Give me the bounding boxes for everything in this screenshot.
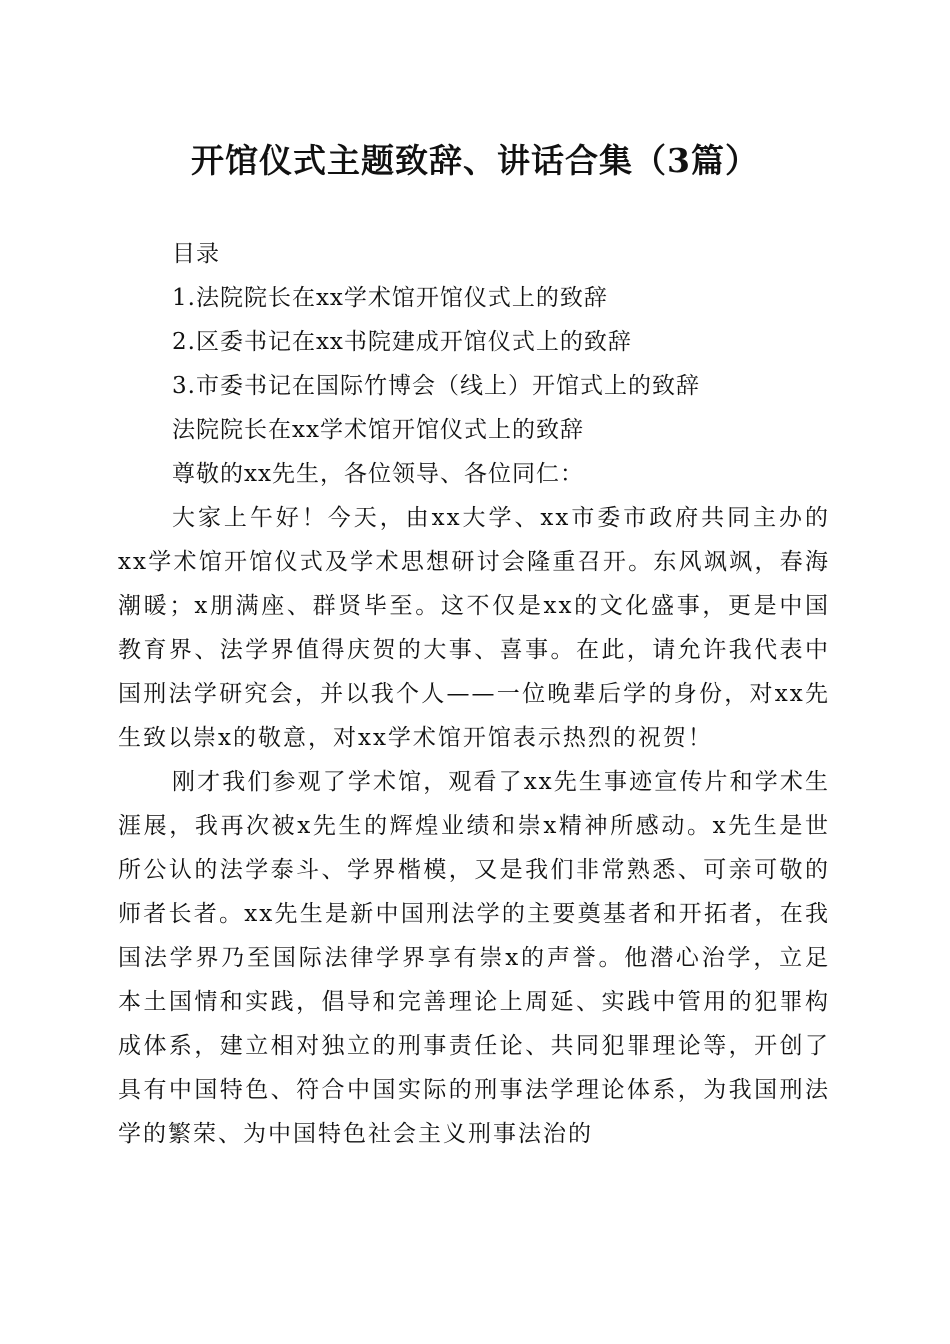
- toc-heading: 目录: [172, 241, 220, 267]
- body-paragraph: 刚才我们参观了学术馆，观看了xx先生事迹宣传片和学术生涯展，我再次被x先生的辉煌业绩和崇x精神所感动。x先生是世所公认的法学泰斗、学界楷模，又是我们非常熟悉、可亲可敬的师者长者。xx先生是新中国刑法学的主要奠基者和开拓者，在我国法学界乃至国际法律学界享有崇x的声誉。他潜心治学，立足本土国情和实践，倡导和完善理论上周延、实践中管用的犯罪构成体系，建立相对独立的刑事责任论、共同犯罪理论等，开创了具有中国特色、符合中国实际的刑事法学理论体系，为我国刑法学的繁荣、为中国特色社会主义刑事法治的: [118, 769, 830, 1147]
- section-title: 法院院长在xx学术馆开馆仪式上的致辞: [172, 417, 584, 443]
- table-of-contents: [172, 232, 872, 496]
- body-paragraph: 大家上午好！今天，由xx大学、xx市委市政府共同主办的xx学术馆开馆仪式及学术思想研讨会隆重召开。东风飒飒，春海潮暖；x朋满座、群贤毕至。这不仅是xx的文化盛事，更是中国教育界、法学界值得庆贺的大事、喜事。在此，请允许我代表中国刑法学研究会，并以我个人——一位晚辈后学的身份，对xx先生致以崇x的敬意，对xx学术馆开馆表示热烈的祝贺！: [118, 505, 830, 751]
- body-text: [118, 496, 830, 1156]
- toc-item: 1.法院院长在xx学术馆开馆仪式上的致辞: [172, 285, 608, 311]
- toc-item: 3.市委书记在国际竹博会（线上）开馆式上的致辞: [172, 373, 700, 399]
- document-title: 开馆仪式主题致辞、讲话合集（3篇）: [191, 141, 759, 180]
- toc-item: 2.区委书记在xx书院建成开馆仪式上的致辞: [172, 329, 632, 355]
- salutation: 尊敬的xx先生，各位领导、各位同仁：: [172, 461, 584, 487]
